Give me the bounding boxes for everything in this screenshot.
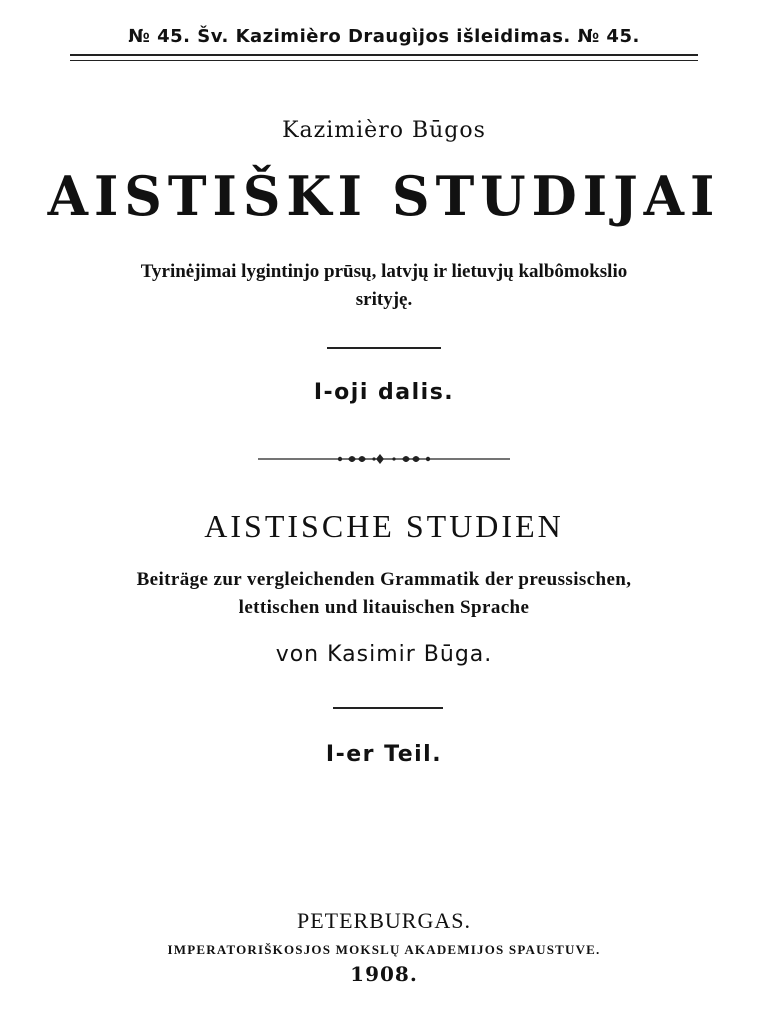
subtitle-lithuanian xyxy=(60,258,708,314)
imprint-printer: IMPERATORIŠKOSJOS MOKSLŲ AKADEMIJOS SPAUSTUVE. xyxy=(167,942,601,957)
author-lithuanian: Kazimièro Būgos xyxy=(282,118,486,143)
header-double-rule xyxy=(70,54,698,61)
series-header: № 45. Šv. Kazimièro Draugìjos išleidimas. № 45. xyxy=(128,26,640,47)
title-lithuanian: AISTIŠKI STUDIJAI xyxy=(47,164,721,229)
subtitle-german-line-2: lettischen und litauischen Sprache xyxy=(238,597,530,618)
part-lithuanian: I-oji dalis. xyxy=(313,380,455,405)
subtitle-lithuanian-line-1: Tyrinėjimai lygintinjo prūsų, latvjų ir lietuvjų kalbômokslio xyxy=(140,261,628,282)
subtitle-german xyxy=(40,566,728,622)
subtitle-lithuanian-line-2: srityję. xyxy=(355,289,413,310)
title-german: AISTISCHE STUDIEN xyxy=(204,508,564,544)
part-german: I-er Teil. xyxy=(325,742,443,767)
imprint-place: PETERBURGAS. xyxy=(297,908,471,933)
divider-rule-2 xyxy=(333,707,443,709)
subtitle-german-line-1: Beiträge zur vergleichenden Grammatik der preussischen, xyxy=(136,569,632,590)
author-german: von Kasimir Būga. xyxy=(275,642,493,667)
divider-rule-1 xyxy=(327,347,441,349)
ornament-divider xyxy=(258,452,510,466)
imprint-year: 1908. xyxy=(350,962,418,986)
